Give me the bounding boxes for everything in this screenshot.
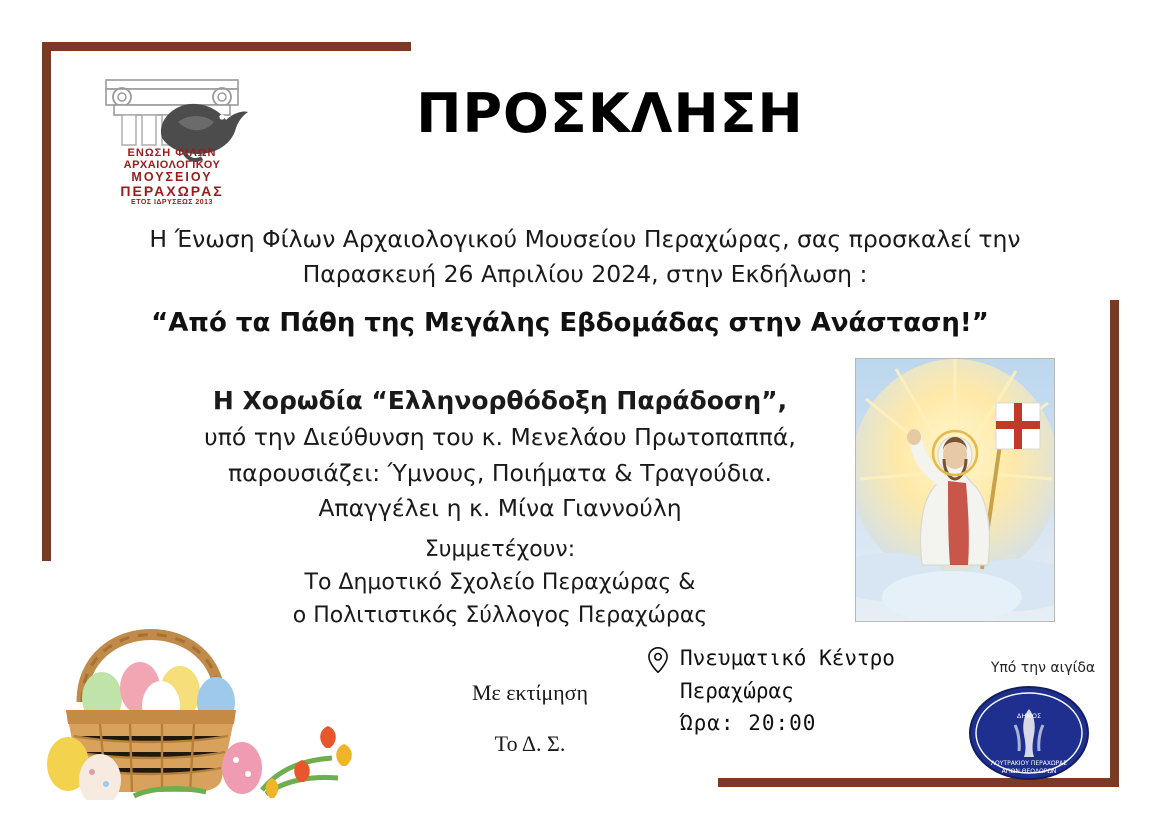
- easter-basket-icon-image: [30, 552, 360, 800]
- intro-line-2: Παρασκευή 26 Απριλίου 2024, στην Εκδήλωση :: [302, 259, 868, 288]
- choir-line-4: Απαγγέλει η κ. Μίνα Γιαννούλη: [318, 494, 682, 523]
- logo-line-4: ΠΕΡΑΧΩΡΑΣ: [120, 183, 224, 200]
- intro-line-1: Η Ένωση Φίλων Αρχαιολογικού Μουσείου Περαχώρας, σας προσκαλεί την: [149, 225, 1021, 253]
- venue-name-line-1: Πνευματικό Κέντρο: [680, 646, 895, 670]
- seal-text-line-2: ΛΟΥΤΡΑΚΙΟΥ ΠΕΡΑΧΩΡΑΣ: [990, 760, 1068, 767]
- logo-line-2: ΑΡΧΑΙΟΛΟΓΙΚΟΥ: [123, 158, 221, 171]
- event-title: “Από τα Πάθη της Μεγάλης Εβδομάδας στην Ανάσταση!”: [151, 308, 989, 338]
- choir-line-3: παρουσιάζει: Ύμνους, Ποιήματα & Τραγούδια.: [227, 458, 773, 487]
- regards-line-1: Με εκτίμηση: [471, 680, 589, 705]
- choir-block: [150, 382, 850, 527]
- participants-line-2: ο Πολιτιστικός Σύλλογος Περαχώρας: [292, 603, 708, 628]
- municipality-seal-icon: [968, 685, 1090, 781]
- easter-basket-image: [30, 552, 360, 800]
- intro-paragraph: [105, 222, 1065, 292]
- venue-block: [648, 642, 978, 740]
- seal-text-line-1: ΔΗΜΟΣ: [1016, 712, 1042, 720]
- venue-name-line-2: Περαχώρας: [680, 678, 794, 703]
- resurrection-icon-image: [856, 359, 1054, 621]
- seal-text-line-3: ΑΓΙΩΝ ΘΕΟΔΩΡΩΝ: [1001, 768, 1057, 775]
- logo-line-1: ΕΝΩΣΗ ΦΙΛΩΝ: [127, 147, 217, 159]
- aegis-label: Υπό την αιγίδα: [990, 660, 1096, 676]
- association-logo-text: [92, 148, 252, 206]
- location-pin-icon: [648, 647, 668, 673]
- logo-line-5: ΕΤΟΣ ΙΔΡΥΣΕΩΣ 2013: [131, 198, 213, 206]
- regards-line-2: Το Δ. Σ.: [494, 730, 566, 756]
- page-title: ΠΡΟΣΚΛΗΣΗ: [416, 82, 804, 145]
- venue-time: Ώρα: 20:00: [680, 711, 817, 736]
- choir-line-2: υπό την Διεύθυνση του κ. Μενελάου Πρωτοπαππά,: [204, 423, 796, 451]
- logo-line-3: ΜΟΥΣΕΙΟΥ: [131, 170, 213, 185]
- participants-heading: Συμμετέχουν:: [424, 537, 576, 562]
- participants-line-1: Το Δημοτικό Σχολείο Περαχώρας &: [304, 570, 696, 595]
- regards-block: [380, 668, 680, 769]
- choir-line-1: Η Χορωδία “Ελληνορθόδοξη Παράδοση”,: [212, 386, 788, 415]
- municipality-seal: [968, 685, 1090, 781]
- resurrection-image: [855, 358, 1055, 622]
